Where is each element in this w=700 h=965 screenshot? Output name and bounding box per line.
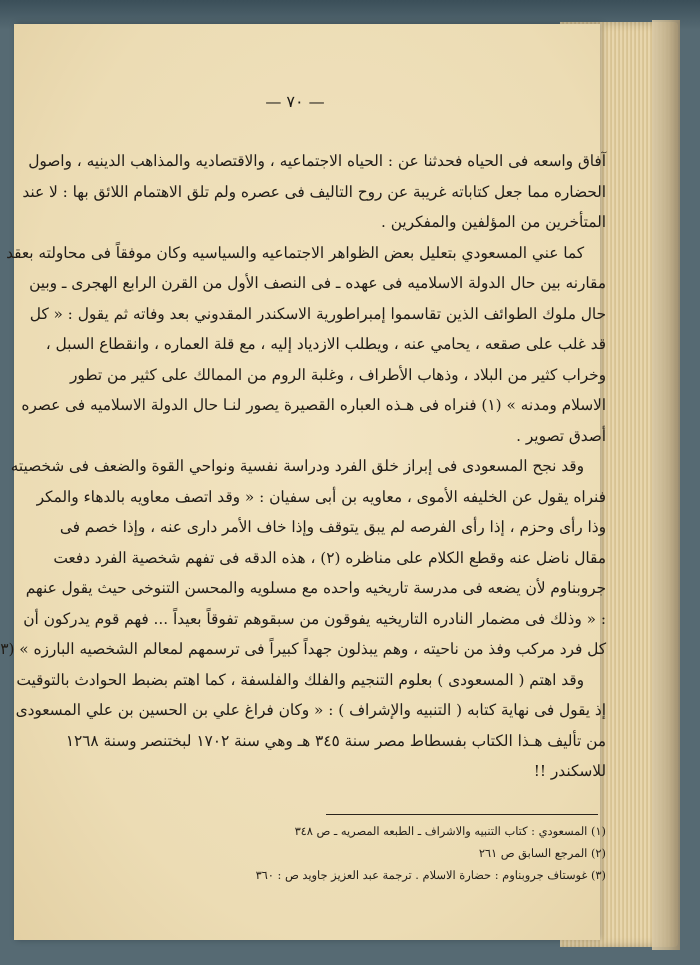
text-line: كما عني المسعودي بتعليل بعض الظواهر الاجتماعيه والسياسيه وكان موفقاً فى محاولته بعقد bbox=[6, 243, 584, 262]
text-line: وذا رأى وحزم ، إذا رأى الفرصه لم يبق يتوقف وإذا خاف الأمر دارى عنه ، وإذا خصم فى bbox=[59, 518, 606, 536]
book-page bbox=[0, 24, 606, 940]
text-line: كل فرد مركب وفذ من ناحيته ، وهم يبذلون جهداً كبيراً فى ترسمهم لمعالم الشخصيه البارزه » (٣ bbox=[0, 640, 606, 658]
text-line: : « وذلك فى مضمار النادره التاريخيه يفوقون من سبقوهم تفوقاً بعيداً ... فهم قوم يدركون أن bbox=[23, 609, 606, 628]
text-line: من تأليف هـذا الكتاب بفسطاط مصر سنة ٣٤٥ هـ وهي سنة ١٧٠٢ لبختنصر وسنة ١٢٦٨ bbox=[65, 731, 606, 750]
footnote-divider bbox=[326, 814, 598, 815]
text-line: للاسكندر !! bbox=[533, 762, 606, 780]
footnote: (١) المسعودي : كتاب التنبيه والاشراف ـ الطبعه المصريه ـ ص ٣٤٨ bbox=[294, 824, 606, 838]
footnote: (٣) غوستاف جروبناوم : حضارة الاسلام . ترجمة عبد العزيز جاويد ص : ٣٦٠ bbox=[255, 868, 606, 882]
text-line: الحضاره مما جعل كتاباته غريبة عن روح التاليف فى عصره ولم تلق الاهتمام اللائق بها : لا عند bbox=[22, 182, 606, 201]
text-line: جروبناوم لأن يضعه فى مدرسة تاريخيه واحده مع مسلويه والمحسن التنوخى حيث يقول عنهم bbox=[25, 579, 606, 597]
text-line: حال ملوك الطوائف الذين تقاسموا إمبراطورية الاسكندر المقدوني بعد وفاته ثم يقول : « كل bbox=[29, 304, 606, 323]
text-line: إذ يقول فى نهاية كتابه ( التنبيه والإشراف ) : « وكان فراغ علي بن الحسين بن علي المسعودى bbox=[15, 701, 606, 719]
text-line: وخراب كثير من البلاد ، وذهاب الأطراف ، وغلبة الروم من الممالك على كثير من تطور bbox=[70, 365, 606, 384]
text-line: أصدق تصوير . bbox=[516, 426, 606, 445]
text-line: مقال ناضل عنه وقطع الكلام على مناظره (٢) ، هذه الدقه فى تفهم شخصية الفرد دفعت bbox=[53, 548, 606, 567]
text-line: آفاق واسعه فى الحياه فحدثنا عن : الحياه الاجتماعيه ، والاقتصاديه والمذاهب الدينيه ، واصول bbox=[28, 152, 606, 170]
footnote: (٢) المرجع السابق ص ٢٦١ bbox=[478, 846, 606, 860]
text-line: الاسلام ومدنه » (١) فنراه فى هـذه العباره القصيرة يصور لنـا حال الدولة الاسلاميه فى عصره bbox=[21, 396, 606, 414]
text-line: مقارنه بين حال الدولة الاسلاميه فى عهده ـ فى النصف الأول من القرن الرابع الهجرى ـ وبين bbox=[29, 274, 606, 292]
text-line: وقد نجح المسعودى فى إبراز خلق الفرد ودراسة نفسية ونواحي القوة والضعف فى شخصيته bbox=[10, 457, 584, 475]
text-line: قد غلب على صقعه ، يحامي عنه ، ويطلب الازدياد إليه ، مع قلة العماره ، وانقطاع السبل ، bbox=[45, 335, 606, 353]
text-line: وقد اهتم ( المسعودى ) بعلوم التنجيم والفلك والفلسفة ، كما اهتم بضبط الحوادث بالتوقيت bbox=[16, 670, 584, 689]
page-number: — ٧٠ — bbox=[265, 92, 325, 111]
book-cover-edge bbox=[652, 20, 680, 950]
body-text bbox=[0, 146, 606, 787]
text-line: فنراه يقول عن الخليفه الأموى ، معاويه بن أبى سفيان : « وقد اتصف معاويه بالدهاء والمكر bbox=[36, 487, 606, 506]
text-line: المتأخرين من المؤلفين والمفكرين . bbox=[381, 213, 606, 231]
footnotes bbox=[255, 820, 606, 886]
